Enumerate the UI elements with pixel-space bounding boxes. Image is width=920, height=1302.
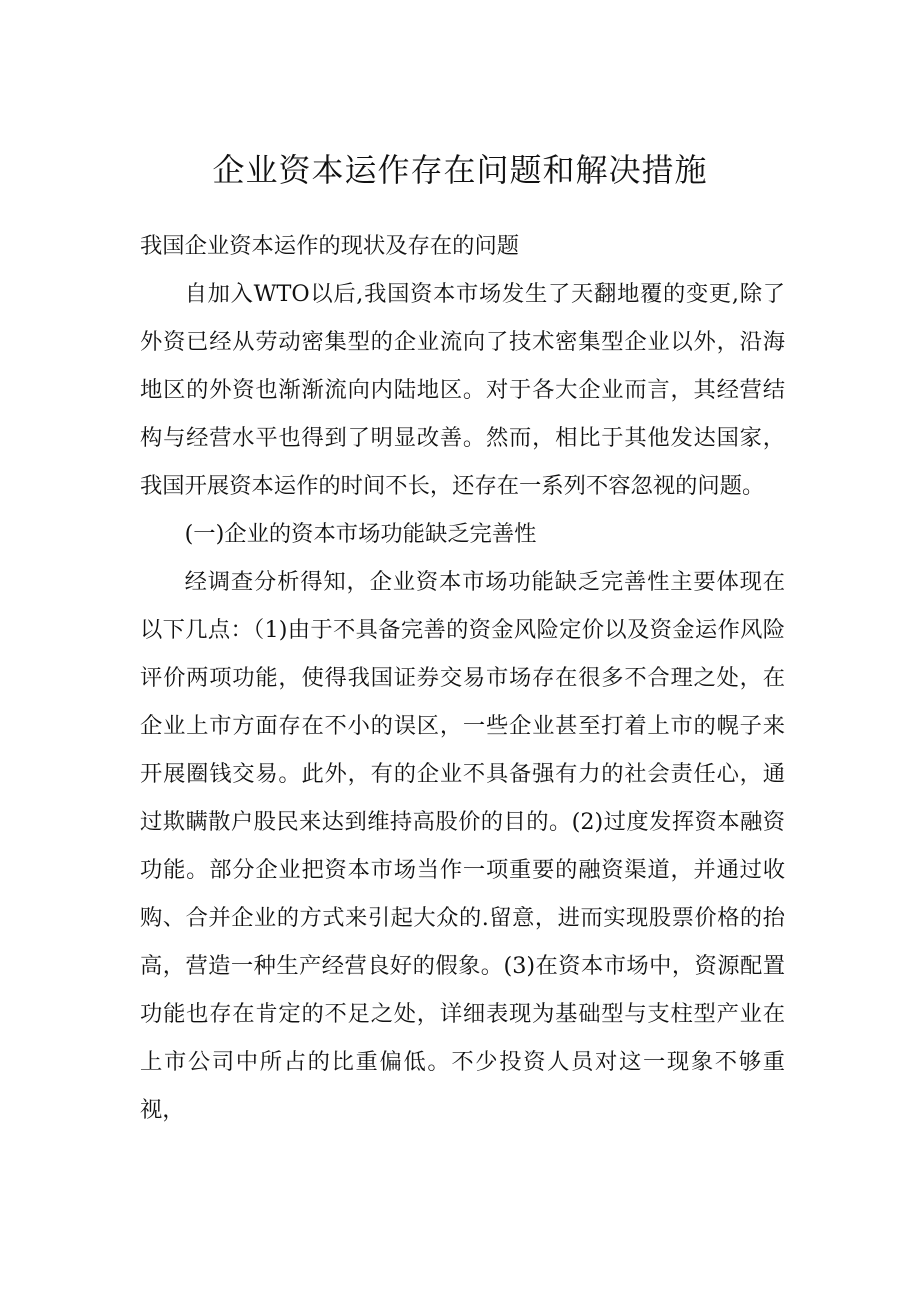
paragraph-intro: 自加入WTO以后,我国资本市场发生了天翻地覆的变更,除了外资已经从劳动密集型的企业流向了技术密集型企业以外，沿海地区的外资也渐渐流向内陆地区。对于各大企业而言，其经营结构与经营水平也得到了明显改善。然而，相比于其他发达国家，我国开展资本运作的时间不长，还存在一系列不容忽视的问题。	[140, 281, 785, 499]
paragraph-analysis: 经调查分析得知，企业资本市场功能缺乏完善性主要体现在以下几点：（1)由于不具备完善的资金风险定价以及资金运作风险评价两项功能，使得我国证券交易市场存在很多不合理之处，在企业上市方面存在不小的误区，一些企业甚至打着上市的幌子来开展圈钱交易。此外，有的企业不具备强有力的社会责任心，通过欺瞒散户股民来达到维持高股价的目的。(2)过度发挥资本融资功能。部分企业把资本市场当作一项重要的融资渠道，并通过收购、合并企业的方式来引起大众的.留意，进而实现股票价格的抬高，营造一种生产经营良好的假象。(3)在资本市场中，资源配置功能也存在肯定的不足之处，详细表现为基础型与支柱型产业在上市公司中所占的比重偏低。不少投资人员对这一现象不够重视，	[140, 569, 785, 1123]
document-body	[140, 222, 785, 1134]
subheading-capital-market: (一)企业的资本市场功能缺乏完善性	[184, 521, 537, 547]
document-title: 企业资本运作存在问题和解决措施	[212, 151, 708, 189]
section-heading: 我国企业资本运作的现状及存在的问题	[140, 233, 520, 259]
